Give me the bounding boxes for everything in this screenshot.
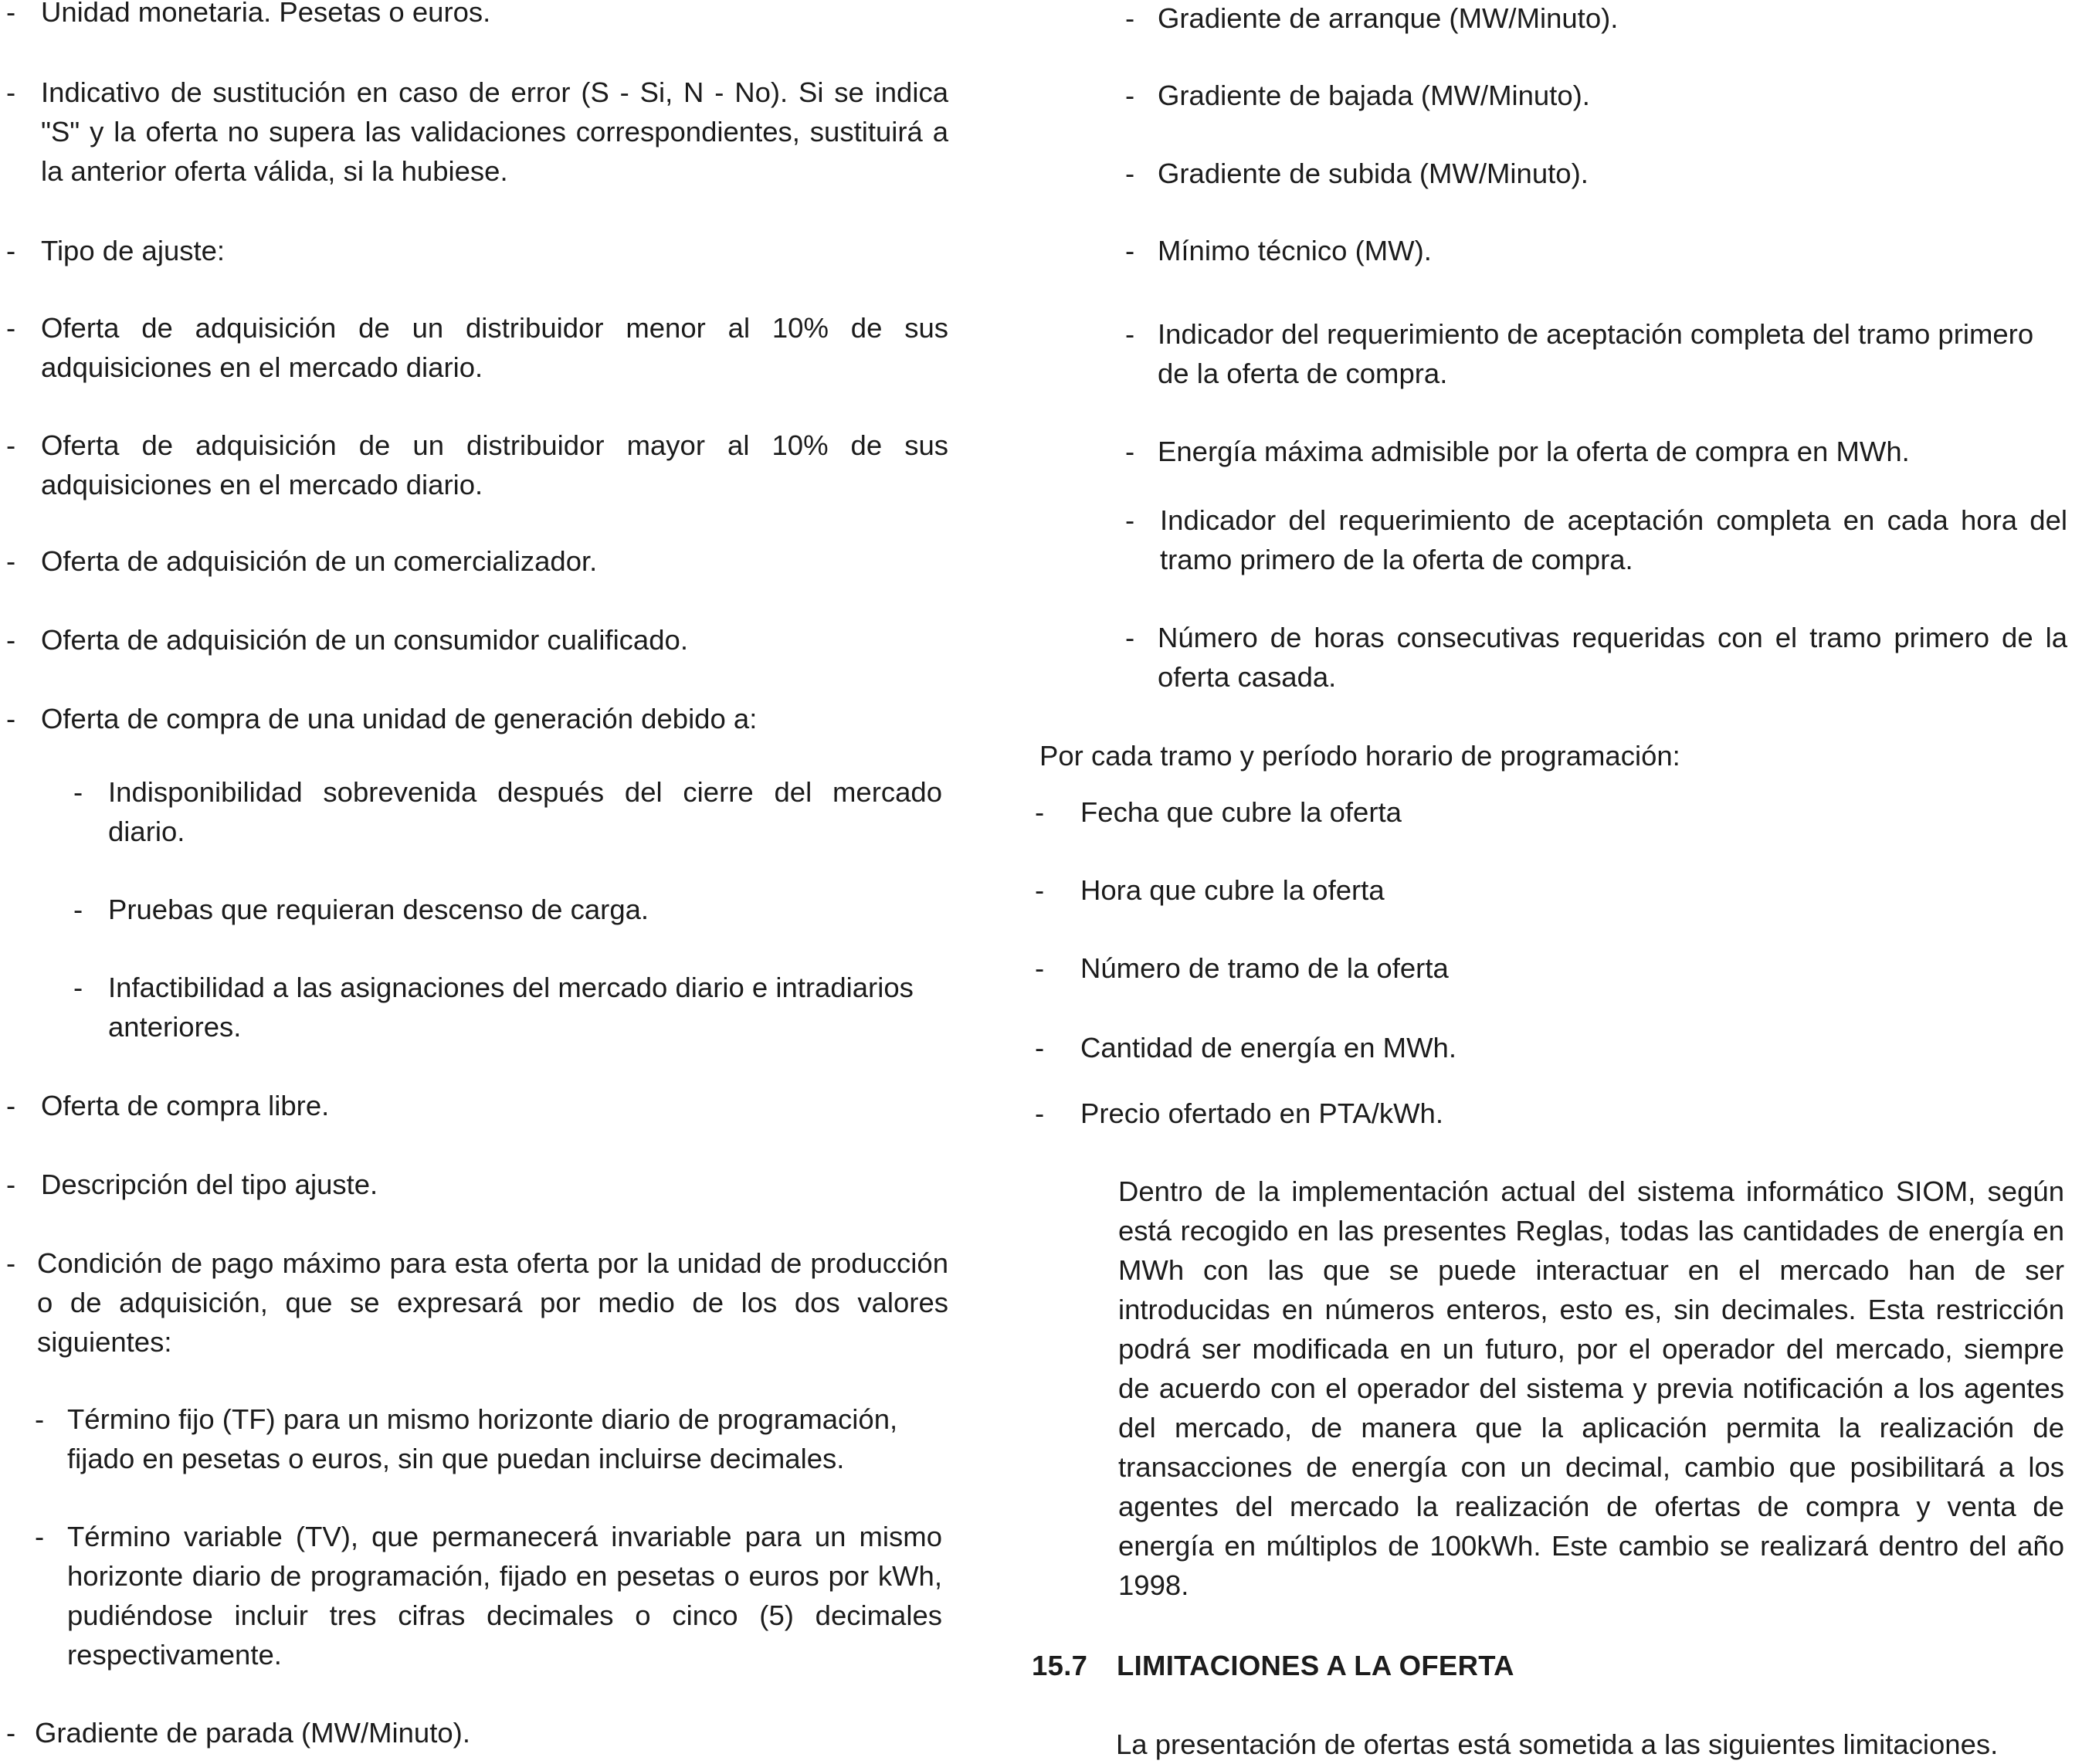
bullet: - — [6, 703, 16, 734]
sub-list-item — [35, 1399, 942, 1478]
bullet: - — [1125, 2, 1135, 34]
list-item — [1035, 948, 2054, 988]
list-item — [6, 0, 948, 32]
unit-text: Unidad monetaria. Pesetas o euros. — [41, 0, 491, 28]
max-payment-text: Condición de pago máximo para esta oferta por la unidad de producción o de adquisición, que se expresará por medio de los dos valores siguientes: — [37, 1247, 948, 1358]
list-item — [6, 1243, 948, 1362]
bullet: - — [6, 545, 16, 577]
unavailability-text: Indisponibilidad sobrevenida después del cierre del mercado diario. — [108, 776, 942, 847]
stop-gradient-text: Gradiente de parada (MW/Minuto). — [35, 1717, 470, 1749]
full-acceptance-hour-text: Indicador del requerimiento de aceptación completa en cada hora del tramo primero de la oferta de compra. — [1160, 504, 2067, 575]
bullet: - — [1125, 436, 1135, 467]
variable-term-text: Término variable (TV), que permanecerá invariable para un mismo horizonte diario de programación, fijado en pesetas o euros por kWh, pudiéndose incluir tres cifras decimales o cinco (5) decimales respectivamente. — [67, 1521, 942, 1671]
list-item — [1125, 231, 2067, 270]
list-item — [6, 699, 948, 738]
sub-list-item — [73, 968, 942, 1047]
bullet: - — [6, 76, 16, 108]
bullet: - — [6, 1717, 16, 1749]
sub-list-item — [73, 772, 942, 851]
list-item — [1125, 618, 2067, 697]
bullet: - — [73, 894, 83, 925]
bullet: - — [6, 429, 16, 461]
list-item — [6, 620, 948, 660]
bullet: - — [1125, 80, 1135, 111]
section-title: LIMITACIONES A LA OFERTA — [1117, 1650, 1514, 1681]
max-energy-text: Energía máxima admisible por la oferta de compra en MWh. — [1158, 436, 1910, 467]
hour-text: Hora que cubre la oferta — [1080, 874, 1385, 906]
bullet: - — [6, 1169, 16, 1200]
bullet: - — [6, 1090, 16, 1121]
list-item — [6, 1713, 948, 1752]
bullet: - — [1035, 1097, 1045, 1129]
block-number-text: Número de tramo de la oferta — [1080, 952, 1449, 984]
list-item — [1035, 1094, 2054, 1133]
offer-distributor-more-text: Oferta de adquisición de un distribuidor mayor al 10% de sus adquisiciones en el mercado diario. — [41, 429, 948, 500]
list-item — [6, 231, 948, 270]
list-item — [1125, 154, 2067, 193]
bullet: - — [73, 776, 83, 808]
list-item — [6, 541, 948, 581]
list-item — [1125, 314, 2067, 393]
energy-quantity-text: Cantidad de energía en MWh. — [1080, 1032, 1456, 1063]
sub-list-item — [73, 890, 942, 929]
bullet: - — [1035, 952, 1045, 984]
date-text: Fecha que cubre la oferta — [1080, 796, 1402, 828]
list-item — [6, 73, 948, 191]
list-item — [1035, 1028, 2054, 1067]
bullet: - — [35, 1403, 45, 1435]
bullet: - — [1125, 158, 1135, 189]
fixed-term-text: Término fijo (TF) para un mismo horizonte diario de programación, fijado en pesetas o euros, sin que puedan incluirse decimales. — [67, 1403, 898, 1474]
down-gradient-text: Gradiente de bajada (MW/Minuto). — [1158, 80, 1590, 111]
list-item — [1125, 0, 2067, 38]
list-item — [1125, 500, 2067, 579]
offer-distributor-less-text: Oferta de adquisición de un distribuidor menor al 10% de sus adquisiciones en el mercado diario. — [41, 312, 948, 383]
consecutive-hours-text: Número de horas consecutivas requeridas con el tramo primero de la oferta casada. — [1158, 622, 2067, 693]
bullet: - — [6, 235, 16, 266]
section-number: 15.7 — [1032, 1650, 1088, 1681]
list-item — [1035, 870, 2054, 910]
up-gradient-text: Gradiente de subida (MW/Minuto). — [1158, 158, 1589, 189]
bullet: - — [73, 972, 83, 1003]
bullet: - — [6, 1247, 16, 1279]
list-item — [6, 426, 948, 504]
bullet: - — [35, 1521, 45, 1552]
list-item — [1035, 792, 2054, 832]
adjust-description-text: Descripción del tipo ajuste. — [41, 1169, 378, 1200]
list-item — [6, 1086, 948, 1125]
free-offer-text: Oferta de compra libre. — [41, 1090, 330, 1121]
full-acceptance-text: Indicador del requerimiento de aceptación completa del tramo primero de la oferta de compra. — [1158, 318, 2034, 389]
list-item — [6, 308, 948, 387]
list-item — [6, 1165, 948, 1204]
list-item — [1125, 432, 2067, 471]
bullet: - — [1035, 1032, 1045, 1063]
tests-text: Pruebas que requieran descenso de carga. — [108, 894, 649, 925]
offer-generation-unit-text: Oferta de compra de una unidad de generación debido a: — [41, 703, 758, 734]
bullet: - — [1125, 318, 1135, 350]
bullet: - — [1035, 874, 1045, 906]
start-gradient-text: Gradiente de arranque (MW/Minuto). — [1158, 2, 1619, 34]
limitations-intro: La presentación de ofertas está sometida a las siguientes limitaciones. — [1116, 1728, 1999, 1760]
bullet: - — [1125, 235, 1135, 266]
bullet: - — [1125, 504, 1135, 536]
infeasibility-text: Infactibilidad a las asignaciones del mercado diario e intradiarios anteriores. — [108, 972, 914, 1043]
bullet: - — [6, 0, 16, 28]
bullet: - — [6, 312, 16, 344]
bullet: - — [1035, 796, 1045, 828]
min-technical-text: Mínimo técnico (MW). — [1158, 235, 1432, 266]
list-item — [1125, 76, 2067, 115]
bullet: - — [6, 624, 16, 656]
offer-trader-text: Oferta de adquisición de un comercializador. — [41, 545, 598, 577]
substitution-text: Indicativo de sustitución en caso de error (S - Si, N - No). Si se indica "S" y la oferta no supera las validaciones correspondientes, sustituirá a la anterior oferta válida, si la hubiese. — [41, 76, 948, 187]
adjust-type-text: Tipo de ajuste: — [41, 235, 225, 266]
bullet: - — [1125, 622, 1135, 653]
offer-consumer-text: Oferta de adquisición de un consumidor cualificado. — [41, 624, 688, 656]
siom-paragraph: Dentro de la implementación actual del sistema informático SIOM, según está recogido en las presentes Reglas, todas las cantidades de energía en MWh con las que se puede interactuar en el mercado han de ser introducidas en números enteros, esto es, sin decimales. Esta restricción podrá ser modificada en un futuro, por el operador del mercado, siempre de acuerdo con el operador del sistema y previa notificación a los agentes del mercado, de manera que la aplicación permita la realización de transacciones de energía con un decimal, cambio que posibilitará a los agentes del mercado la realización de ofertas de compra y venta de energía en múltiplos de 100kWh. Este cambio se realizará dentro del año 1998. — [1118, 1175, 2064, 1601]
price-text: Precio ofertado en PTA/kWh. — [1080, 1097, 1443, 1129]
section-heading — [1032, 1646, 2051, 1685]
sub-list-item — [35, 1517, 942, 1674]
per-block-intro: Por cada tramo y período horario de programación: — [1039, 740, 1680, 772]
